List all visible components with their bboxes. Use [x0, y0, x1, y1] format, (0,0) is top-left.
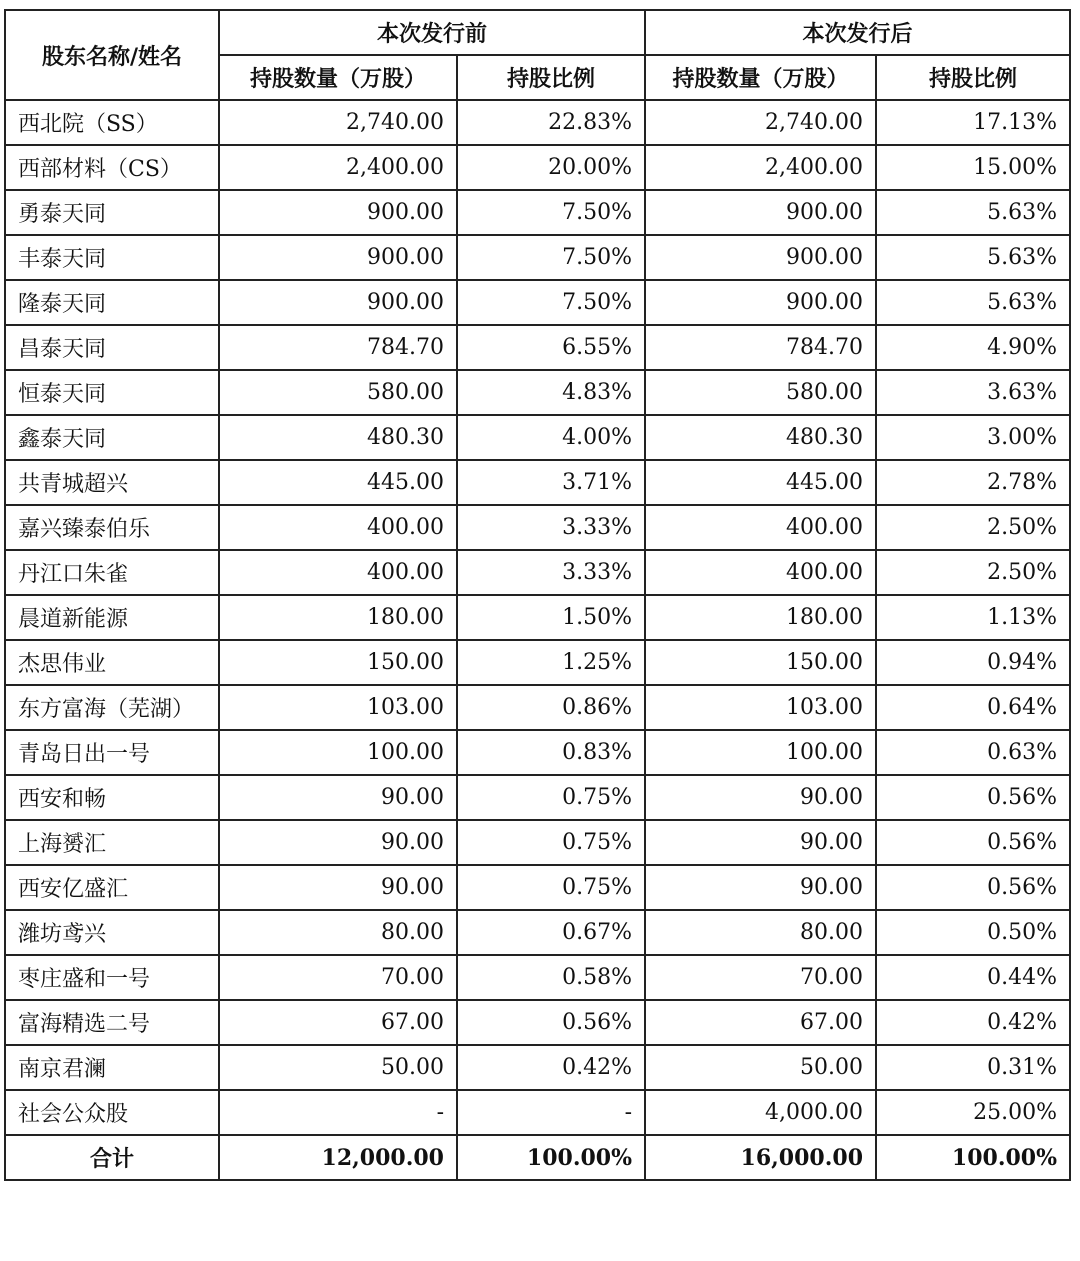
shares-before-cell: 784.70 [219, 325, 457, 370]
shares-before-cell: 67.00 [219, 1000, 457, 1045]
total-ratio-before: 100.00% [457, 1135, 645, 1180]
ratio-before-cell: - [457, 1090, 645, 1135]
shares-before-cell: 400.00 [219, 505, 457, 550]
ratio-after-cell: 0.56% [876, 865, 1070, 910]
shareholder-name-cell: 嘉兴臻泰伯乐 [5, 505, 219, 550]
shares-after-cell: 50.00 [645, 1045, 876, 1090]
shares-before-cell: 100.00 [219, 730, 457, 775]
shares-before-cell: 90.00 [219, 775, 457, 820]
ratio-after-cell: 2.78% [876, 460, 1070, 505]
shares-after-cell: 2,400.00 [645, 145, 876, 190]
shareholder-name-cell: 晨道新能源 [5, 595, 219, 640]
shareholder-name-cell: 潍坊鸢兴 [5, 910, 219, 955]
shares-before-cell: 2,400.00 [219, 145, 457, 190]
table-row [5, 460, 1070, 505]
ratio-after-cell: 0.44% [876, 955, 1070, 1000]
table-row [5, 190, 1070, 235]
shares-after-cell: 180.00 [645, 595, 876, 640]
ratio-before-cell: 0.67% [457, 910, 645, 955]
shareholder-name-cell: 西安亿盛汇 [5, 865, 219, 910]
table-row [5, 955, 1070, 1000]
shares-after-cell: 103.00 [645, 685, 876, 730]
total-row [5, 1135, 1070, 1180]
ratio-before-cell: 4.83% [457, 370, 645, 415]
table-row [5, 685, 1070, 730]
table-row [5, 370, 1070, 415]
shares-before-cell: 400.00 [219, 550, 457, 595]
ratio-before-cell: 20.00% [457, 145, 645, 190]
ratio-before-cell: 1.25% [457, 640, 645, 685]
shareholder-name-cell: 东方富海（芜湖） [5, 685, 219, 730]
table-row [5, 865, 1070, 910]
table-row [5, 595, 1070, 640]
total-shares-after: 16,000.00 [645, 1135, 876, 1180]
table-row [5, 1045, 1070, 1090]
shares-before-cell: 900.00 [219, 235, 457, 280]
shares-before-cell: - [219, 1090, 457, 1135]
table-row [5, 280, 1070, 325]
shares-after-cell: 70.00 [645, 955, 876, 1000]
shares-before-cell: 103.00 [219, 685, 457, 730]
ratio-before-cell: 7.50% [457, 280, 645, 325]
shares-after-cell: 2,740.00 [645, 100, 876, 145]
shareholder-name-cell: 南京君澜 [5, 1045, 219, 1090]
shares-after-cell: 400.00 [645, 505, 876, 550]
table-row [5, 325, 1070, 370]
shareholder-name-cell: 富海精选二号 [5, 1000, 219, 1045]
ratio-after-cell: 0.63% [876, 730, 1070, 775]
shares-after-cell: 784.70 [645, 325, 876, 370]
ratio-after-cell: 3.63% [876, 370, 1070, 415]
header-shares-after: 持股数量（万股） [645, 55, 876, 100]
shares-after-cell: 4,000.00 [645, 1090, 876, 1135]
shares-before-cell: 180.00 [219, 595, 457, 640]
ratio-before-cell: 3.33% [457, 505, 645, 550]
table-row [5, 820, 1070, 865]
shares-before-cell: 90.00 [219, 820, 457, 865]
shares-after-cell: 445.00 [645, 460, 876, 505]
shares-before-cell: 480.30 [219, 415, 457, 460]
shareholder-name-cell: 青岛日出一号 [5, 730, 219, 775]
header-row-group [5, 10, 1070, 55]
shareholder-name-cell: 上海赟汇 [5, 820, 219, 865]
ratio-before-cell: 0.75% [457, 865, 645, 910]
shares-after-cell: 580.00 [645, 370, 876, 415]
shares-after-cell: 67.00 [645, 1000, 876, 1045]
table-row [5, 235, 1070, 280]
shares-before-cell: 900.00 [219, 190, 457, 235]
table-row [5, 1000, 1070, 1045]
ratio-before-cell: 0.75% [457, 775, 645, 820]
ratio-before-cell: 0.58% [457, 955, 645, 1000]
ratio-after-cell: 0.31% [876, 1045, 1070, 1090]
shares-after-cell: 150.00 [645, 640, 876, 685]
ratio-before-cell: 0.83% [457, 730, 645, 775]
ratio-before-cell: 7.50% [457, 190, 645, 235]
shareholder-name-cell: 恒泰天同 [5, 370, 219, 415]
shareholder-name-cell: 杰思伟业 [5, 640, 219, 685]
ratio-before-cell: 3.71% [457, 460, 645, 505]
ratio-after-cell: 2.50% [876, 505, 1070, 550]
shareholder-name-cell: 昌泰天同 [5, 325, 219, 370]
shares-after-cell: 900.00 [645, 280, 876, 325]
shareholder-name-cell: 枣庄盛和一号 [5, 955, 219, 1000]
ratio-before-cell: 6.55% [457, 325, 645, 370]
shareholder-name-cell: 西北院（SS） [5, 100, 219, 145]
ratio-before-cell: 3.33% [457, 550, 645, 595]
table-row [5, 415, 1070, 460]
table-row [5, 640, 1070, 685]
shares-after-cell: 90.00 [645, 775, 876, 820]
shares-before-cell: 445.00 [219, 460, 457, 505]
ratio-after-cell: 0.42% [876, 1000, 1070, 1045]
table-row [5, 100, 1070, 145]
shares-before-cell: 150.00 [219, 640, 457, 685]
table-row [5, 730, 1070, 775]
shareholding-table [4, 9, 1071, 1181]
table-row [5, 145, 1070, 190]
ratio-before-cell: 7.50% [457, 235, 645, 280]
ratio-before-cell: 0.75% [457, 820, 645, 865]
shares-before-cell: 50.00 [219, 1045, 457, 1090]
header-ratio-before: 持股比例 [457, 55, 645, 100]
ratio-after-cell: 0.64% [876, 685, 1070, 730]
shareholder-name-cell: 西安和畅 [5, 775, 219, 820]
header-before-issuance: 本次发行前 [219, 10, 645, 55]
shareholder-name-cell: 丹江口朱雀 [5, 550, 219, 595]
ratio-after-cell: 0.56% [876, 775, 1070, 820]
table-body [5, 100, 1070, 1135]
ratio-after-cell: 2.50% [876, 550, 1070, 595]
ratio-after-cell: 5.63% [876, 235, 1070, 280]
ratio-after-cell: 25.00% [876, 1090, 1070, 1135]
shareholder-name-cell: 社会公众股 [5, 1090, 219, 1135]
shares-after-cell: 90.00 [645, 820, 876, 865]
shares-before-cell: 70.00 [219, 955, 457, 1000]
header-shareholder-name: 股东名称/姓名 [5, 10, 219, 100]
total-label: 合计 [5, 1135, 219, 1180]
ratio-after-cell: 17.13% [876, 100, 1070, 145]
header-after-issuance: 本次发行后 [645, 10, 1070, 55]
ratio-after-cell: 15.00% [876, 145, 1070, 190]
shares-after-cell: 100.00 [645, 730, 876, 775]
shares-before-cell: 900.00 [219, 280, 457, 325]
table-row [5, 910, 1070, 955]
shares-after-cell: 80.00 [645, 910, 876, 955]
header-shares-before: 持股数量（万股） [219, 55, 457, 100]
ratio-after-cell: 0.56% [876, 820, 1070, 865]
shares-before-cell: 90.00 [219, 865, 457, 910]
total-shares-before: 12,000.00 [219, 1135, 457, 1180]
ratio-before-cell: 0.86% [457, 685, 645, 730]
total-ratio-after: 100.00% [876, 1135, 1070, 1180]
shares-before-cell: 580.00 [219, 370, 457, 415]
ratio-after-cell: 5.63% [876, 280, 1070, 325]
shares-before-cell: 2,740.00 [219, 100, 457, 145]
shares-after-cell: 480.30 [645, 415, 876, 460]
ratio-before-cell: 1.50% [457, 595, 645, 640]
ratio-after-cell: 4.90% [876, 325, 1070, 370]
shareholder-name-cell: 勇泰天同 [5, 190, 219, 235]
shareholder-name-cell: 共青城超兴 [5, 460, 219, 505]
ratio-after-cell: 1.13% [876, 595, 1070, 640]
table-row [5, 1090, 1070, 1135]
shares-after-cell: 900.00 [645, 235, 876, 280]
ratio-before-cell: 0.56% [457, 1000, 645, 1045]
ratio-after-cell: 5.63% [876, 190, 1070, 235]
shares-before-cell: 80.00 [219, 910, 457, 955]
table-row [5, 505, 1070, 550]
table-row [5, 775, 1070, 820]
ratio-before-cell: 4.00% [457, 415, 645, 460]
shareholder-name-cell: 西部材料（CS） [5, 145, 219, 190]
ratio-before-cell: 0.42% [457, 1045, 645, 1090]
ratio-after-cell: 3.00% [876, 415, 1070, 460]
table-row [5, 550, 1070, 595]
shares-after-cell: 900.00 [645, 190, 876, 235]
ratio-after-cell: 0.50% [876, 910, 1070, 955]
shareholder-name-cell: 隆泰天同 [5, 280, 219, 325]
ratio-after-cell: 0.94% [876, 640, 1070, 685]
ratio-before-cell: 22.83% [457, 100, 645, 145]
shareholder-name-cell: 鑫泰天同 [5, 415, 219, 460]
shares-after-cell: 90.00 [645, 865, 876, 910]
shares-after-cell: 400.00 [645, 550, 876, 595]
header-ratio-after: 持股比例 [876, 55, 1070, 100]
shareholder-name-cell: 丰泰天同 [5, 235, 219, 280]
